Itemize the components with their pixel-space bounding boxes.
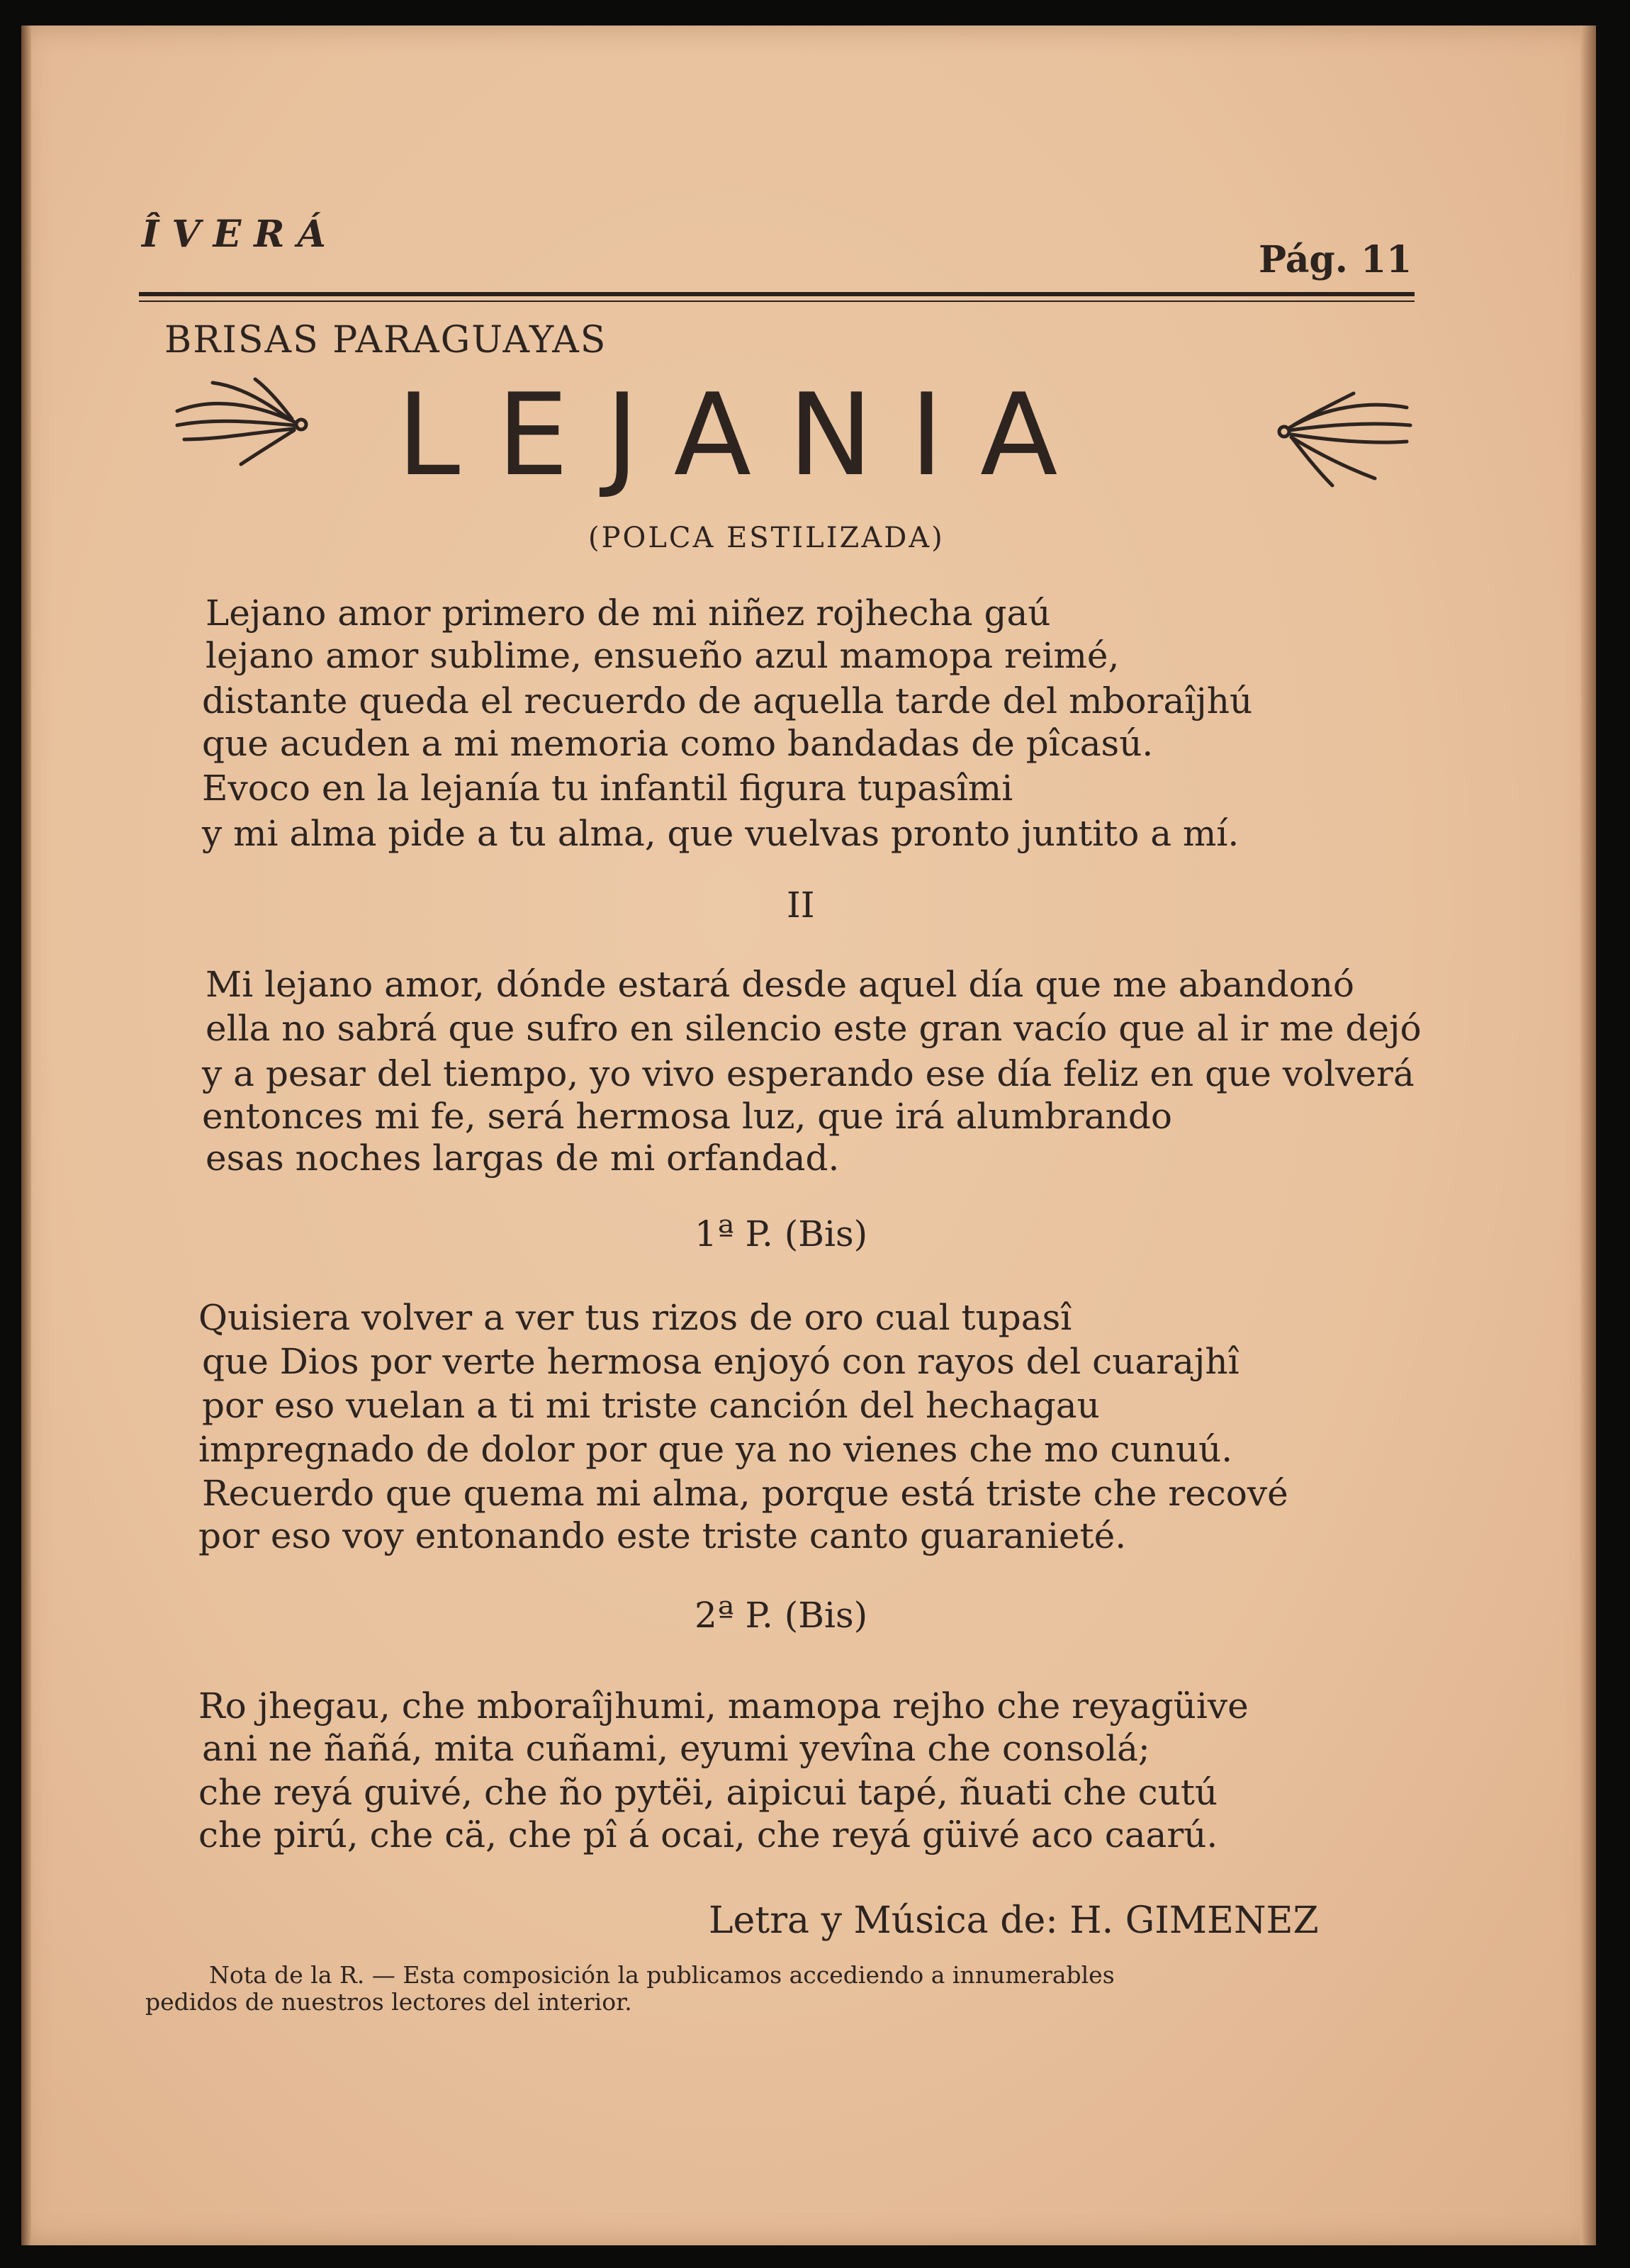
lyric-line: distante queda el recuerdo de aquella tarde del mboraîjhú xyxy=(202,680,1253,722)
book-spine xyxy=(21,26,31,2245)
publication-name: ÎVERÁ xyxy=(142,213,339,256)
lyric-line: esas noches largas de mi orfandad. xyxy=(206,1138,840,1179)
lyric-line: Mi lejano amor, dónde estará desde aquel día que me abandonó xyxy=(206,964,1355,1005)
page-edge xyxy=(1580,26,1596,2245)
song-credit: Letra y Música de: H. GIMENEZ xyxy=(709,1899,1319,1942)
lyric-line: ella no sabrá que sufro en silencio este gran vacío que al ir me dejó xyxy=(206,1008,1422,1049)
lyric-line: por eso voy entonando este triste canto guaranieté. xyxy=(198,1515,1127,1556)
header-rule xyxy=(139,292,1415,296)
right-flourish-icon xyxy=(1269,386,1417,493)
page-number: Pág. 11 xyxy=(1259,238,1412,281)
lyric-line: entonces mi fe, será hermosa luz, que irá alumbrando xyxy=(202,1096,1172,1137)
stanza-heading: 1ª P. (Bis) xyxy=(695,1213,868,1254)
lyric-line: ani ne ñañá, mita cuñami, eyumi yevîna che consolá; xyxy=(202,1728,1150,1769)
lyric-line: y a pesar del tiempo, yo vivo esperando ese día feliz en que volverá xyxy=(202,1053,1415,1094)
note-line: pedidos de nuestros lectores del interior. xyxy=(145,1988,632,2016)
header-rule-thin xyxy=(139,301,1415,302)
editor-note xyxy=(145,1962,1115,2016)
lyric-line: che reyá guivé, che ño pytëi, aipicui tapé, ñuati che cutú xyxy=(198,1772,1218,1813)
lyric-line: Evoco en la lejanía tu infantil figura tupasîmi xyxy=(202,768,1013,809)
song-title: LEJANIA xyxy=(397,369,1095,501)
song-subtitle: (POLCA ESTILIZADA) xyxy=(588,522,945,554)
section-title: BRISAS PARAGUAYAS xyxy=(164,319,607,361)
lyric-line: y mi alma pide a tu alma, que vuelvas pronto juntito a mí. xyxy=(202,813,1240,854)
lyric-line: lejano amor sublime, ensueño azul mamopa reimé, xyxy=(206,635,1120,676)
stanza-heading: II xyxy=(787,885,815,926)
lyric-line: Recuerdo que quema mi alma, porque está triste che recové xyxy=(202,1473,1288,1514)
lyric-line: que Dios por verte hermosa enjoyó con rayos del cuarajhî xyxy=(202,1341,1240,1382)
lyric-line: che pirú, che cä, che pî á ocai, che reyá güivé aco caarú. xyxy=(198,1814,1218,1856)
lyric-line: Quisiera volver a ver tus rizos de oro cual tupasî xyxy=(198,1297,1072,1338)
lyric-line: Lejano amor primero de mi niñez rojhecha gaú xyxy=(206,593,1051,634)
note-line: Nota de la R. — Esta composición la publicamos accediendo a innumerables xyxy=(209,1961,1115,1989)
lyric-line: por eso vuelan a ti mi triste canción del hechagau xyxy=(202,1385,1100,1426)
lyric-line: que acuden a mi memoria como bandadas de pîcasú. xyxy=(202,723,1154,764)
left-flourish-icon xyxy=(170,372,312,478)
lyric-line: impregnado de dolor por que ya no vienes che mo cunuú. xyxy=(198,1429,1233,1470)
stanza-heading: 2ª P. (Bis) xyxy=(695,1595,868,1636)
lyric-line: Ro jhegau, che mboraîjhumi, mamopa rejho che reyagüive xyxy=(198,1685,1249,1727)
